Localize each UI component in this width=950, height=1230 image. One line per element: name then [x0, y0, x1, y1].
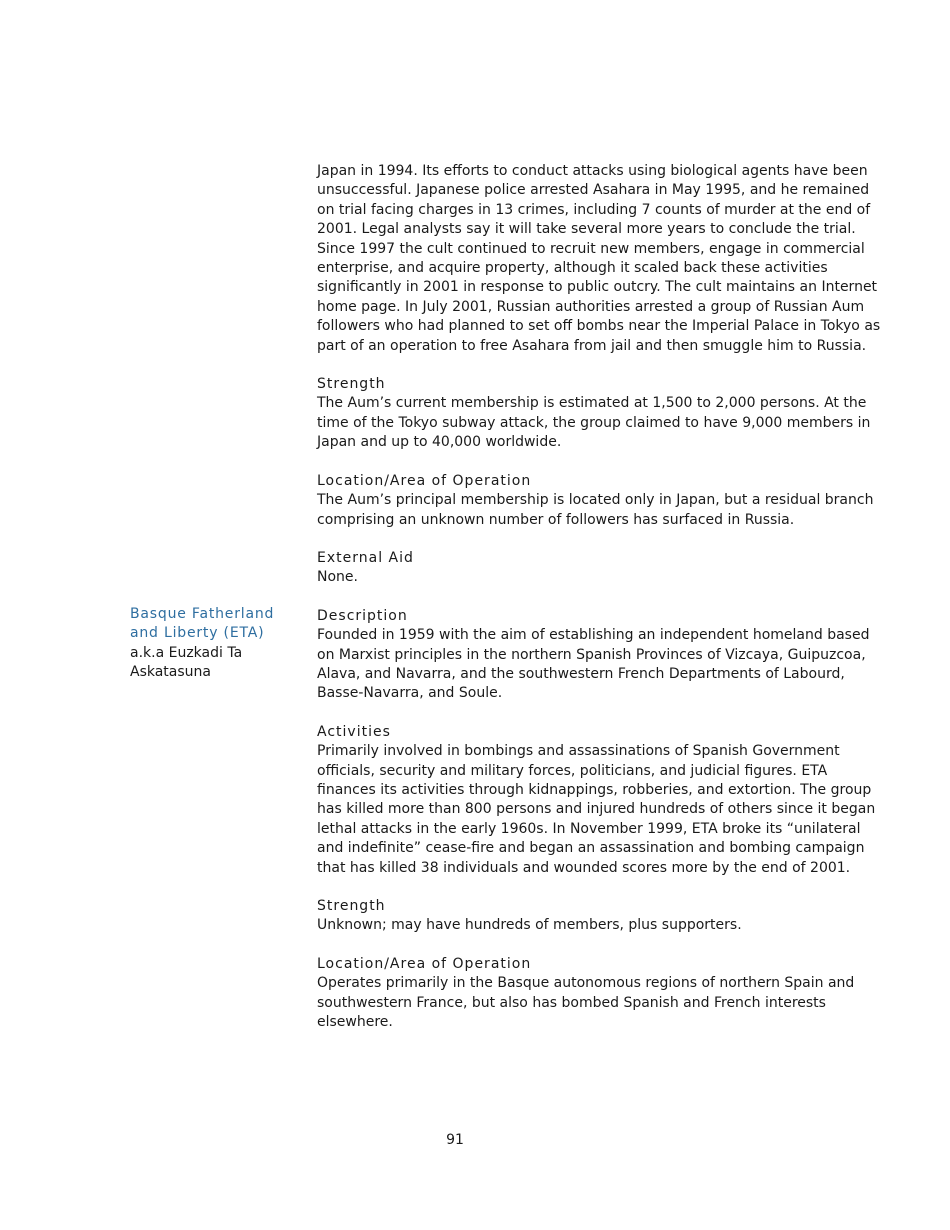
- intro-paragraph: Japan in 1994. Its efforts to conduct attacks using biological agents have been unsuccessful. Japanese police arrested Asahara in May 1995, and he remained on trial facing charges in 13 crimes, including 7 counts of murder at the end of 2001. Legal analysts say it will take several more years to conclude the trial. Since 1997 the cult continued to recruit new members, engage in commercial enterprise, and acquire property, although it scaled back these activities significantly in 2001 in response to public outcry. The cult maintains an Internet home page. In July 2001, Russian authorities arrested a group of Russian Aum followers who had planned to set off bombs near the Imperial Palace in Tokyo as part of an operation to free Asahara from jail and then smuggle him to Russia.: [317, 163, 881, 354]
- section-body: Founded in 1959 with the aim of establishing an independent homeland based on Marxist principles in the northern Spanish Provinces of Vizcaya, Guipuzcoa, Alava, and Navarra, and the southwestern French Departments of Labourd, Basse-Navarra, and Soule.: [317, 627, 870, 702]
- section-heading: Activities: [317, 723, 391, 740]
- aka-line1: a.k.a Euzkadi Ta: [130, 644, 243, 661]
- aum-location-section: [317, 472, 883, 530]
- page-number: 91: [446, 1132, 464, 1148]
- eta-activities-section: [317, 723, 883, 878]
- eta-description-section: [317, 607, 883, 704]
- section-body: Primarily involved in bombings and assassinations of Spanish Government officials, security and military forces, politicians, and judicial figures. ETA finances its activities through kidnappings, robberies, and extortion. The group has killed more than 800 persons and injured hundreds of others since it began lethal attacks in the early 1960s. In November 1999, ETA broke its “unilateral and indefinite” cease-fire and began an assassination and bombing campaign that has killed 38 individuals and wounded scores more by the end of 2001.: [317, 743, 876, 876]
- aka-line2: Askatasuna: [130, 664, 211, 681]
- group-name-line1: Basque Fatherland: [130, 606, 275, 622]
- section-heading: External Aid: [317, 549, 414, 566]
- eta-location-section: [317, 955, 883, 1033]
- group-name-line2: and Liberty (ETA): [130, 625, 265, 642]
- section-body: None.: [317, 569, 358, 586]
- main-column: [317, 162, 883, 1032]
- aum-external-aid-section: [317, 549, 883, 588]
- sidebar-group-label: [130, 605, 300, 683]
- section-body: Unknown; may have hundreds of members, plus supporters.: [317, 917, 742, 934]
- section-body: The Aum’s principal membership is located only in Japan, but a residual branch comprising an unknown number of followers has surfaced in Russia.: [317, 492, 874, 528]
- section-body: Operates primarily in the Basque autonomous regions of northern Spain and southwestern France, but also has bombed Spanish and French interests elsewhere.: [317, 975, 855, 1031]
- section-heading: Strength: [317, 376, 386, 393]
- aum-strength-section: [317, 375, 883, 453]
- section-heading: Location/Area of Operation: [317, 472, 532, 489]
- eta-strength-section: [317, 897, 883, 936]
- section-heading: Location/Area of Operation: [317, 955, 532, 972]
- section-heading: Strength: [317, 898, 386, 914]
- section-body: The Aum’s current membership is estimated at 1,500 to 2,000 persons. At the time of the Tokyo subway attack, the group claimed to have 9,000 members in Japan and up to 40,000 worldwide.: [317, 395, 871, 451]
- section-heading: Description: [317, 607, 408, 624]
